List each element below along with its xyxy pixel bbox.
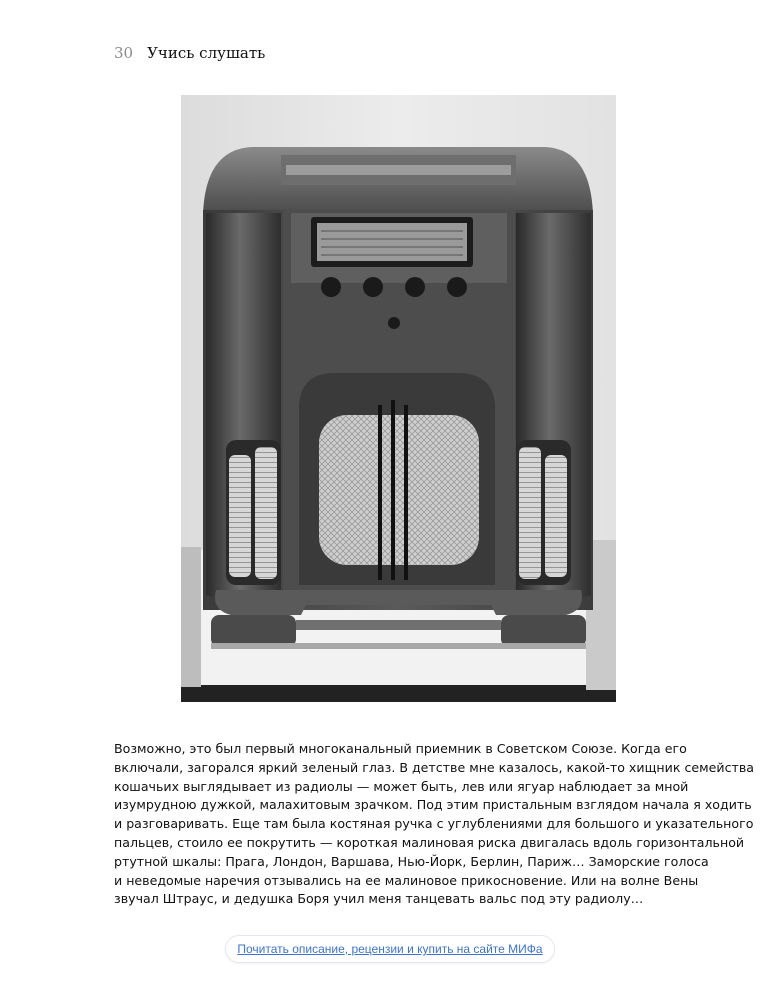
chapter-title: Учись слушать	[147, 44, 266, 62]
body-text	[114, 740, 754, 909]
page-number: 30	[114, 44, 134, 62]
radiogram-photo	[181, 95, 616, 702]
body-line: и разговаривать. Еще там была костяная ручка с углублениями для большого и указательного	[114, 816, 754, 832]
body-line: кошачьих выглядывает из радиолы — может быть, лев или ягуар наблюдает за мной	[114, 778, 689, 794]
body-line: и неведомые наречия отзывались на ее малиновое прикосновение. Или на волне Вены	[114, 872, 699, 888]
body-line: звучал Штраус, и дедушка Боря учил меня танцевать вальс под эту радиолу…	[114, 891, 644, 907]
body-line: ртутной шкалы: Прага, Лондон, Варшава, Нью-Йорк, Берлин, Париж… Заморские голоса	[114, 853, 709, 869]
cta-container	[225, 935, 555, 963]
body-line: изумрудною дужкой, малахитовым зрачком. Под этим пристальным взглядом начала я ходить	[114, 797, 752, 813]
running-head	[114, 44, 265, 68]
body-line: пальцев, стоило ее покрутить — короткая малиновая риска двигалась вдоль горизонтальной	[114, 834, 745, 850]
buy-book-link[interactable]: Почитать описание, рецензии и купить на сайте МИФа	[225, 935, 555, 963]
body-line: включали, загорался яркий зеленый глаз. В детстве мне казалось, какой-то хищник семейства	[114, 759, 754, 775]
body-line: Возможно, это был первый многоканальный приемник в Советском Союзе. Когда его	[114, 741, 687, 756]
